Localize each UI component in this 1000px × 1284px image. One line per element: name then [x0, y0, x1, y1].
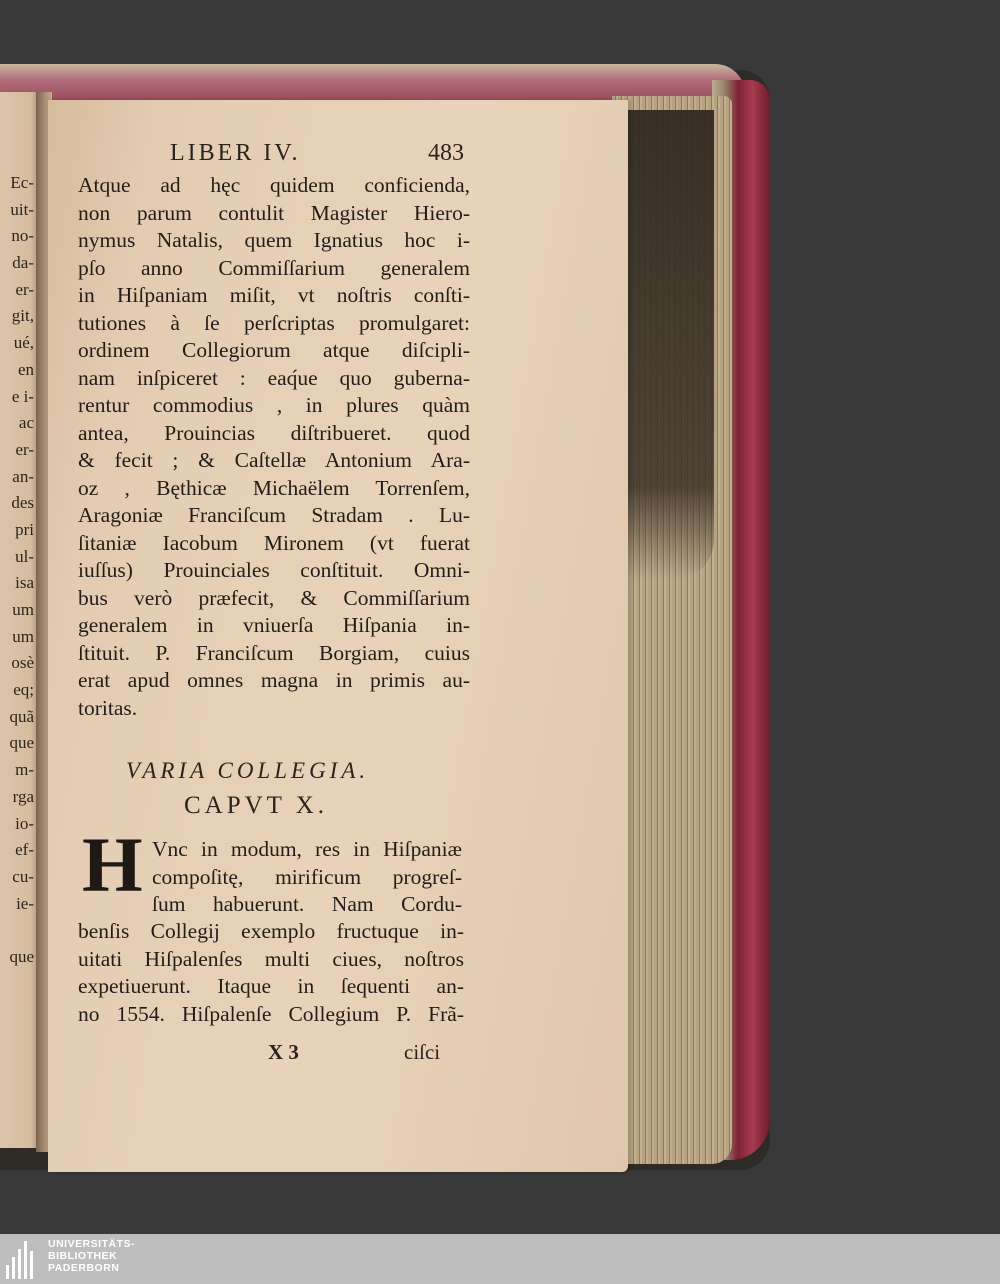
- text-line: nymus Natalis, quem Ignatius hoc i-: [78, 228, 470, 252]
- left-margin-fragment: um: [12, 626, 34, 646]
- text-line: rentur commodius , in plures quàm: [78, 393, 470, 417]
- left-margin-fragment: des: [11, 493, 34, 513]
- page-number: 483: [428, 140, 464, 166]
- paragraph-2-indented: [152, 836, 462, 919]
- left-margin-fragment: er-: [15, 439, 34, 459]
- left-margin-fragment: quã: [9, 706, 34, 726]
- text-line: oz , Bęthicæ Michaëlem Torrenſem,: [78, 475, 470, 500]
- text-line: in Hiſpaniam miſit, vt noſtris conſti-: [78, 283, 470, 307]
- text-line: ſitaniæ Iacobum Mironem (vt fuerat: [78, 530, 470, 555]
- text-line: ordinem Collegiorum atque diſcipli-: [78, 338, 470, 362]
- library-name-line: PADERBORN: [48, 1262, 120, 1274]
- left-margin-fragment: [0, 917, 38, 944]
- library-name-line: BIBLIOTHEK: [48, 1250, 118, 1262]
- library-name-line: UNIVERSITÄTS-: [48, 1238, 136, 1250]
- text-line: ſum habuerunt. Nam Cordu-: [152, 892, 462, 916]
- left-margin-fragment: ul-: [15, 546, 34, 566]
- left-margin-fragment: que: [9, 946, 34, 966]
- left-margin-fragment: en: [17, 359, 34, 379]
- left-margin-fragment: er-: [15, 279, 34, 299]
- text-line: pſo anno Commiſſarium generalem: [78, 255, 470, 280]
- left-margin-fragment: io-: [15, 813, 34, 833]
- text-line: bus verò præfecit, & Commiſſarium: [78, 585, 470, 610]
- text-line: erat apud omnes magna in primis au-: [78, 668, 470, 692]
- paragraph-1: [78, 172, 470, 722]
- left-margin-fragment: eq;: [13, 680, 34, 700]
- drop-cap: H: [82, 821, 143, 908]
- running-header: [170, 140, 470, 167]
- left-margin-fragment: que: [9, 733, 34, 753]
- text-line: non parum contulit Magister Hiero-: [78, 200, 470, 225]
- left-margin-fragment: ef-: [15, 840, 34, 860]
- catchword: ciſci: [404, 1040, 441, 1064]
- text-line: Aragoniæ Franciſcum Stradam . Lu-: [78, 503, 470, 527]
- paragraph-2: [78, 918, 464, 1028]
- text-line: compoſitę, mirificum progreſ-: [152, 864, 462, 889]
- left-margin-fragment: ie-: [16, 893, 34, 913]
- left-margin-fragment: cu-: [12, 866, 34, 886]
- left-margin-fragment: da-: [12, 253, 34, 273]
- text-line: antea, Prouincias diſtribueret. quod: [78, 420, 470, 445]
- text-line: toritas.: [78, 695, 138, 720]
- chapter-heading: CAPVT X.: [184, 792, 329, 819]
- library-logo-icon: [6, 1239, 38, 1279]
- left-margin-fragment: e i-: [11, 386, 34, 406]
- text-line: tutiones à ſe perſcriptas promulgaret:: [78, 310, 470, 335]
- left-margin-fragment: Ec-: [10, 173, 34, 192]
- left-margin-fragment: isa: [15, 573, 34, 593]
- left-margin-fragment: um: [12, 600, 34, 619]
- section-subtitle: VARIA COLLEGIA.: [126, 758, 370, 783]
- text-line: nam inſpiceret : eaq́ue quo guberna-: [78, 365, 470, 390]
- library-footer: [0, 1234, 1000, 1284]
- left-margin-fragment: m-: [15, 760, 34, 780]
- left-margin-fragment: uit-: [10, 199, 34, 219]
- left-margin-fragment: no-: [11, 226, 34, 246]
- text-line: benſis Collegij exemplo fructuque in-: [78, 919, 464, 943]
- left-margin-fragment: rga: [12, 786, 34, 806]
- left-margin-fragment: ac: [18, 413, 34, 433]
- text-line: & fecit ; & Caſtellæ Antonium Ara-: [78, 448, 470, 472]
- signature-mark: X 3: [268, 1040, 299, 1064]
- left-margin-fragment: pri: [15, 519, 34, 539]
- text-line: Atque ad hęc quidem conficienda,: [78, 173, 470, 197]
- left-page-margin-text: [0, 170, 38, 971]
- text-line: generalem in vniuerſa Hiſpania in-: [78, 613, 470, 637]
- running-title: LIBER IV.: [170, 140, 301, 166]
- text-line: expetiuerunt. Itaque in ſequenti an-: [78, 974, 464, 998]
- left-margin-fragment: ué,: [13, 333, 34, 353]
- left-margin-fragment: git,: [11, 306, 34, 326]
- page-edge-stain: [618, 110, 714, 580]
- text-line: Vnc in modum, res in Hiſpaniæ: [152, 837, 462, 861]
- text-line: uitati Hiſpalenſes multi ciues, noſtros: [78, 946, 464, 971]
- text-line: iuſſus) Prouinciales conſtituit. Omni-: [78, 558, 470, 582]
- left-margin-fragment: an-: [12, 466, 34, 486]
- library-name: [48, 1238, 135, 1274]
- left-margin-fragment: osè: [11, 653, 34, 673]
- text-line: no 1554. Hiſpalenſe Collegium P. Frã-: [78, 1001, 464, 1026]
- text-line: ſtituit. P. Franciſcum Borgiam, cuius: [78, 640, 470, 665]
